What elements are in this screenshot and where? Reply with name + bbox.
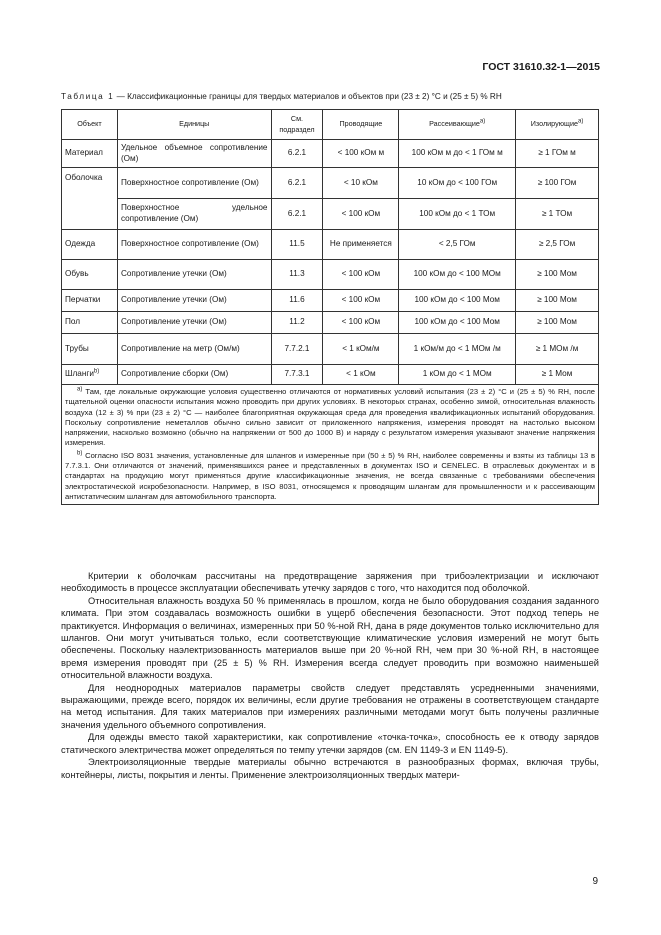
cell-unit: Сопротивление утечки (Ом) [117,260,271,290]
header-insulating-label: Изолирующие [530,119,578,129]
cell-object: Пол [62,312,118,334]
table-row [62,230,599,260]
paragraph: Для одежды вместо такой характеристики, как сопротивление «точка-точка», способность ее к отводу зарядов статического электричества может определяться по темпу утечки зарядов (см. EN 1149-3 и EN 1149-5). [61,732,599,755]
cell-dissipative: 1 кОм до < 1 МОм [399,365,516,385]
header-dissipative-footnote-mark: a) [479,118,486,125]
table-row [62,168,599,199]
cell-object: Перчатки [62,290,118,312]
footnote-a-text: Там, где локальные окружающие условия существенно отличаются от нормативных условий испытания (23 ± 2) °С и (25 ± 5) % RH, после тщательной оценки опасности испытания можно проводить при других условиях. В некоторых странах, особенно зимой, относительная влажность воздуха (12 ± 3) % при (23 ± 2) °С — наиболее благоприятная окружающая среда для проведения квалификационных испытаний оборудования. Поскольку сопротивление неметаллов обычно сильно зависит от приложенного напряжения, измерения проводят на настолько высоком напряжении, насколько возможно (обычно на напряжении от 500 до 1000 В) и наряду с результатом измерения указывают значение напряжения измерения. [65,387,595,448]
cell-conductive: < 100 кОм [323,290,399,312]
cell-dissipative: 100 кОм до < 100 Мом [399,290,516,312]
cell-insulating: ≥ 1 ГОм м [516,140,599,168]
table-caption-text: — Классификационные границы для твердых материалов и объектов при (23 ± 2) °С и (25 ± 5) % RH [114,92,502,101]
header-dissipative-label: Рассеивающие [429,119,480,129]
cell-insulating: ≥ 100 Мом [516,312,599,334]
header-object: Объект [62,110,118,140]
cell-dissipative: 10 кОм до < 100 ГОм [399,168,516,199]
cell-unit: Сопротивление сборки (Ом) [117,365,271,385]
table-row [62,290,599,312]
cell-insulating: ≥ 100 ГОм [516,168,599,199]
header-insulating [516,110,599,140]
cell-dissipative: < 2,5 ГОм [399,230,516,260]
cell-object: Одежда [62,230,118,260]
cell-section: 7.7.2.1 [271,334,323,365]
cell-dissipative: 100 кОм м до < 1 ГОм м [399,140,516,168]
header-units: Единицы [117,110,271,140]
paragraph: Относительная влажность воздуха 50 % применялась в прошлом, когда не было оборудования создания заданного климата. При этом создавалась возможность ошибки в ущерб обеспечения безопасности. Этот подход теперь не практикуется. Информация о величинах, измеренных при 50 %-ной RH, дана в ряде документов только исключительно для шлангов. Они могут учитываться только, если соответствующие климатические условия измерений не могут быть обеспечены. Поскольку наэлектризованность материалов выше при 20 %-ной RH, чем при 30 %-ной RH, в настоящее время измерения проводят при (25 ± 5) % RH. Измерения всегда следует проводить при возможно наименьшей относительной влажности воздуха. [61,595,599,681]
table-row [62,312,599,334]
table-notes [62,385,599,505]
cell-unit: Поверхностное сопротивление (Ом) [117,168,271,199]
cell-object: Трубы [62,334,118,365]
standard-designation: ГОСТ 31610.32-1—2015 [482,61,600,73]
cell-conductive: < 1 кОм [323,365,399,385]
cell-insulating: ≥ 2,5 ГОм [516,230,599,260]
header-dissipative [399,110,516,140]
header-insulating-footnote-mark: a) [577,118,584,125]
table-row [62,140,599,168]
cell-section: 6.2.1 [271,140,323,168]
cell-unit: Удельное объемное сопротивление (Ом) [117,140,271,168]
footnote-b-mark: b) [77,450,83,457]
cell-conductive: < 100 кОм [323,260,399,290]
page-number: 9 [592,876,598,887]
cell-conductive: < 100 кОм [323,312,399,334]
body-text [61,570,599,781]
cell-insulating: ≥ 1 ТОм [516,199,599,230]
cell-conductive: < 100 кОм м [323,140,399,168]
table-row [62,199,599,230]
cell-object-footnote-mark: b) [93,368,100,375]
header-section: См. подраздел [271,110,323,140]
table-row [62,334,599,365]
cell-section: 6.2.1 [271,199,323,230]
cell-section: 11.3 [271,260,323,290]
cell-unit: Сопротивление утечки (Ом) [117,290,271,312]
cell-conductive: < 1 кОм/м [323,334,399,365]
cell-object-text: Шланги [65,369,94,379]
cell-unit: Сопротивление на метр (Ом/м) [117,334,271,365]
cell-dissipative: 100 кОм до < 100 МОм [399,260,516,290]
table-notes-row [62,385,599,505]
table-row [62,365,599,385]
paragraph: Для неоднородных материалов параметры свойств следует представлять усредненными значениями, выражающими, прежде всего, порядок их величины, если другие требования не отражены в соответствующем стандарте на метод испытания. Для таких материалов при измерениях различными методами могут быть получены различные значения удельного объемного сопротивления. [61,682,599,730]
classification-table [61,109,599,505]
cell-insulating: ≥ 100 Мом [516,260,599,290]
cell-section: 7.7.3.1 [271,365,323,385]
cell-section: 11.6 [271,290,323,312]
cell-section: 6.2.1 [271,168,323,199]
cell-conductive: Не применяется [323,230,399,260]
cell-dissipative: 100 кОм до < 100 Мом [399,312,516,334]
header-conductive: Проводящие [323,110,399,140]
cell-insulating: ≥ 1 Мом [516,365,599,385]
cell-conductive: < 10 кОм [323,168,399,199]
footnote-b [65,451,595,502]
cell-object: Оболочка [62,168,118,230]
cell-insulating: ≥ 100 Мом [516,290,599,312]
cell-object: Материал [62,140,118,168]
cell-object [62,365,118,385]
table-row [62,260,599,290]
cell-object: Обувь [62,260,118,290]
paragraph: Критерии к оболочкам рассчитаны на предотвращение заряжения при трибоэлектризации и исключают необходимость в процессе эксплуатации обеспечивать утечку зарядов с того, что находится под оболочкой. [61,571,599,594]
cell-unit: Поверхностное сопротивление (Ом) [117,230,271,260]
footnote-b-text: Согласно ISO 8031 значения, установленные для шлангов и измеренные при (50 ± 5) % RH, наиболее современны и взяты из таблицы 13 в 7.7.3.1. Они отличаются от значений, применявшихся ранее и представленных в документах ISO и CENELEC. В отраслевых документах и в стандартах на продукцию могут применяться другие классификационные значения, не всегда связанные с требованиями обеспечения электростатической искробезопасности. Например, в ISO 8031, относящемся к проводящим шлангам для промышленности и к рассеивающим антистатическим шлангам для автомобильного транспорта. [65,450,595,501]
paragraph: Электроизоляционные твердые материалы обычно встречаются в разнообразных формах, включая трубы, контейнеры, листы, покрытия и ленты. Применение электроизоляционных твердых матери- [61,757,599,780]
cell-dissipative: 1 кОм/м до < 1 МОм /м [399,334,516,365]
cell-unit: Поверхностное удельное сопротивление (Ом) [117,199,271,230]
cell-unit: Сопротивление утечки (Ом) [117,312,271,334]
cell-dissipative: 100 кОм до < 1 ТОм [399,199,516,230]
cell-section: 11.5 [271,230,323,260]
cell-insulating: ≥ 1 МОм /м [516,334,599,365]
footnote-a-mark: a) [77,386,83,393]
table-caption-label: Таблица 1 [61,92,115,101]
table-caption [61,92,502,101]
cell-section: 11.2 [271,312,323,334]
cell-conductive: < 100 кОм [323,199,399,230]
footnote-a [65,387,595,449]
table-header-row [62,110,599,140]
